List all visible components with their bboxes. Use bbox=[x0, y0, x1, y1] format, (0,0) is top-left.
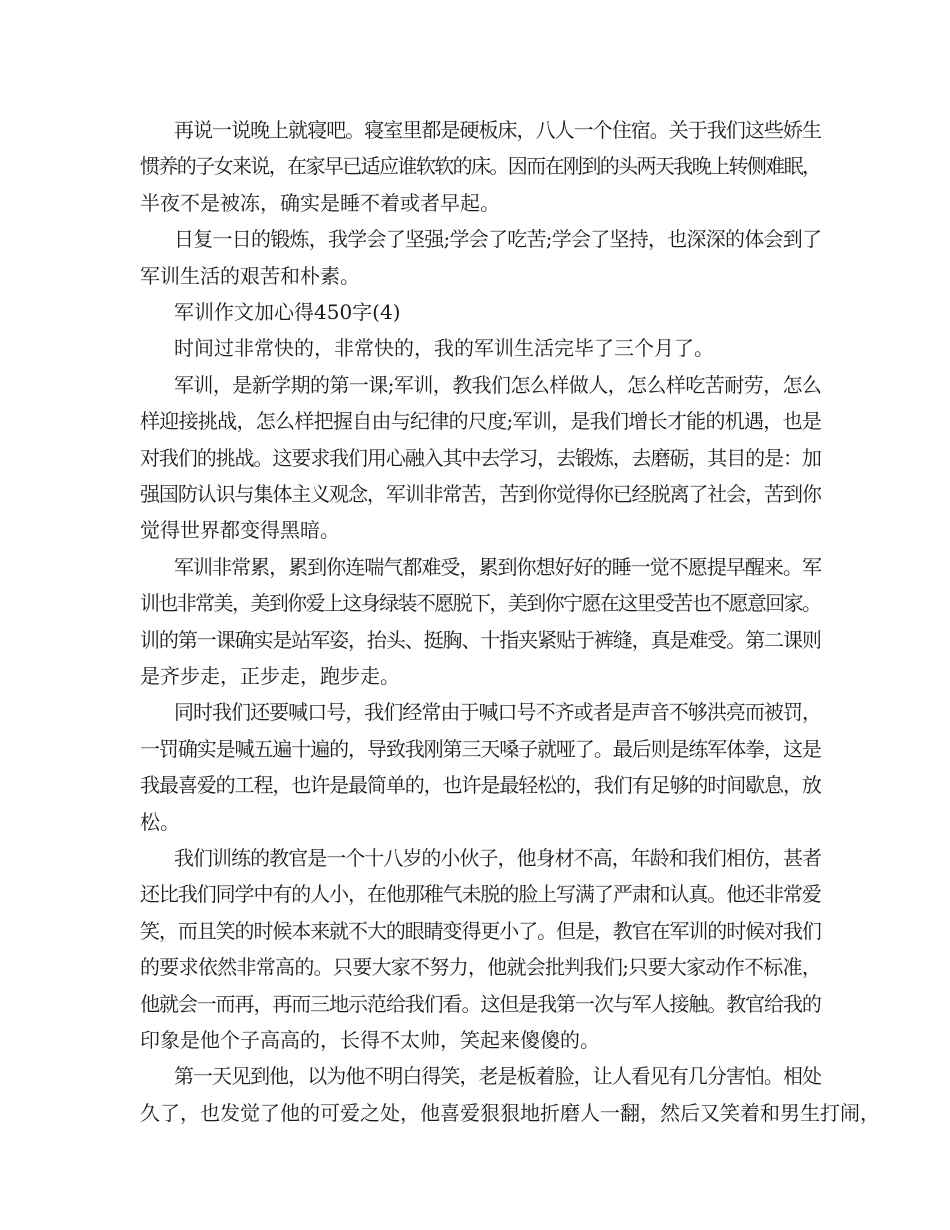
section-heading: 军训作文加心得450字(4) bbox=[174, 300, 401, 324]
text-line: 还比我们同学中有的人小，在他那稚气未脱的脸上写满了严肃和认真。他还非常爱 bbox=[140, 882, 821, 906]
text-line: 训也非常美，美到你爱上这身绿装不愿脱下，美到你宁愿在这里受苦也不愿意回家。 bbox=[140, 591, 821, 615]
text-line: 半夜不是被冻，确实是睡不着或者早起。 bbox=[140, 191, 500, 215]
text-line: 笑，而且笑的时候本来就不大的眼睛变得更小了。但是，教官在军训的时候对我们 bbox=[140, 919, 821, 943]
text-line: 军训非常累，累到你连喘气都难受，累到你想好好的睡一觉不愿提早醒来。军 bbox=[174, 555, 822, 579]
text-line: 松。 bbox=[140, 810, 180, 834]
text-line: 强国防认识与集体主义观念，军训非常苦，苦到你觉得你已经脱离了社会，苦到你 bbox=[140, 482, 821, 506]
text-line: 一罚确实是喊五遍十遍的，导致我刚第三天嗓子就哑了。最后则是练军体拳，这是 bbox=[140, 737, 821, 761]
text-line: 日复一日的锻炼，我学会了坚强;学会了吃苦;学会了坚持，也深深的体会到了 bbox=[174, 227, 822, 251]
text-line: 军训生活的艰苦和朴素。 bbox=[140, 264, 360, 288]
text-line: 他就会一而再，再而三地示范给我们看。这但是我第一次与军人接触。教官给我的 bbox=[140, 992, 821, 1016]
text-line: 第一天见到他，以为他不明白得笑，老是板着脸，让人看见有几分害怕。相处 bbox=[174, 1064, 822, 1088]
text-line: 时间过非常快的，非常快的，我的军训生活完毕了三个月了。 bbox=[174, 336, 714, 360]
text-line: 样迎接挑战，怎么样把握自由与纪律的尺度;军训，是我们增长才能的机遇，也是 bbox=[140, 409, 822, 433]
text-line: 训的第一课确实是站军姿，抬头、挺胸、十指夹紧贴于裤缝，真是难受。第二课则 bbox=[140, 628, 821, 652]
text-line: 我最喜爱的工程，也许是最简单的，也许是最轻松的，我们有足够的时间歇息，放 bbox=[140, 773, 821, 797]
text-line: 久了，也发觉了他的可爱之处，他喜爱狠狠地折磨人一翻，然后又笑着和男生打闹， bbox=[140, 1101, 880, 1125]
text-line: 对我们的挑战。这要求我们用心融入其中去学习，去锻炼，去磨砺，其目的是：加 bbox=[140, 446, 821, 470]
text-line: 我们训练的教官是一个十八岁的小伙子，他身材不高，年龄和我们相仿，甚者 bbox=[174, 846, 822, 870]
text-line: 再说一说晚上就寝吧。寝室里都是硬板床，八人一个住宿。关于我们这些娇生 bbox=[174, 118, 822, 142]
text-line: 军训，是新学期的第一课;军训，教我们怎么样做人，怎么样吃苦耐劳，怎么 bbox=[174, 373, 822, 397]
text-line: 是齐步走，正步走，跑步走。 bbox=[140, 664, 400, 688]
text-line: 印象是他个子高高的，长得不太帅，笑起来傻傻的。 bbox=[140, 1028, 600, 1052]
text-line: 的要求依然非常高的。只要大家不努力，他就会批判我们;只要大家动作不标准， bbox=[140, 955, 822, 979]
text-line: 同时我们还要喊口号，我们经常由于喊口号不齐或者是声音不够洪亮而被罚， bbox=[174, 700, 822, 724]
text-line: 觉得世界都变得黑暗。 bbox=[140, 518, 340, 542]
text-line: 惯养的子女来说，在家早已适应谁软软的床。因而在刚到的头两天我晚上转侧难眠， bbox=[140, 154, 821, 178]
